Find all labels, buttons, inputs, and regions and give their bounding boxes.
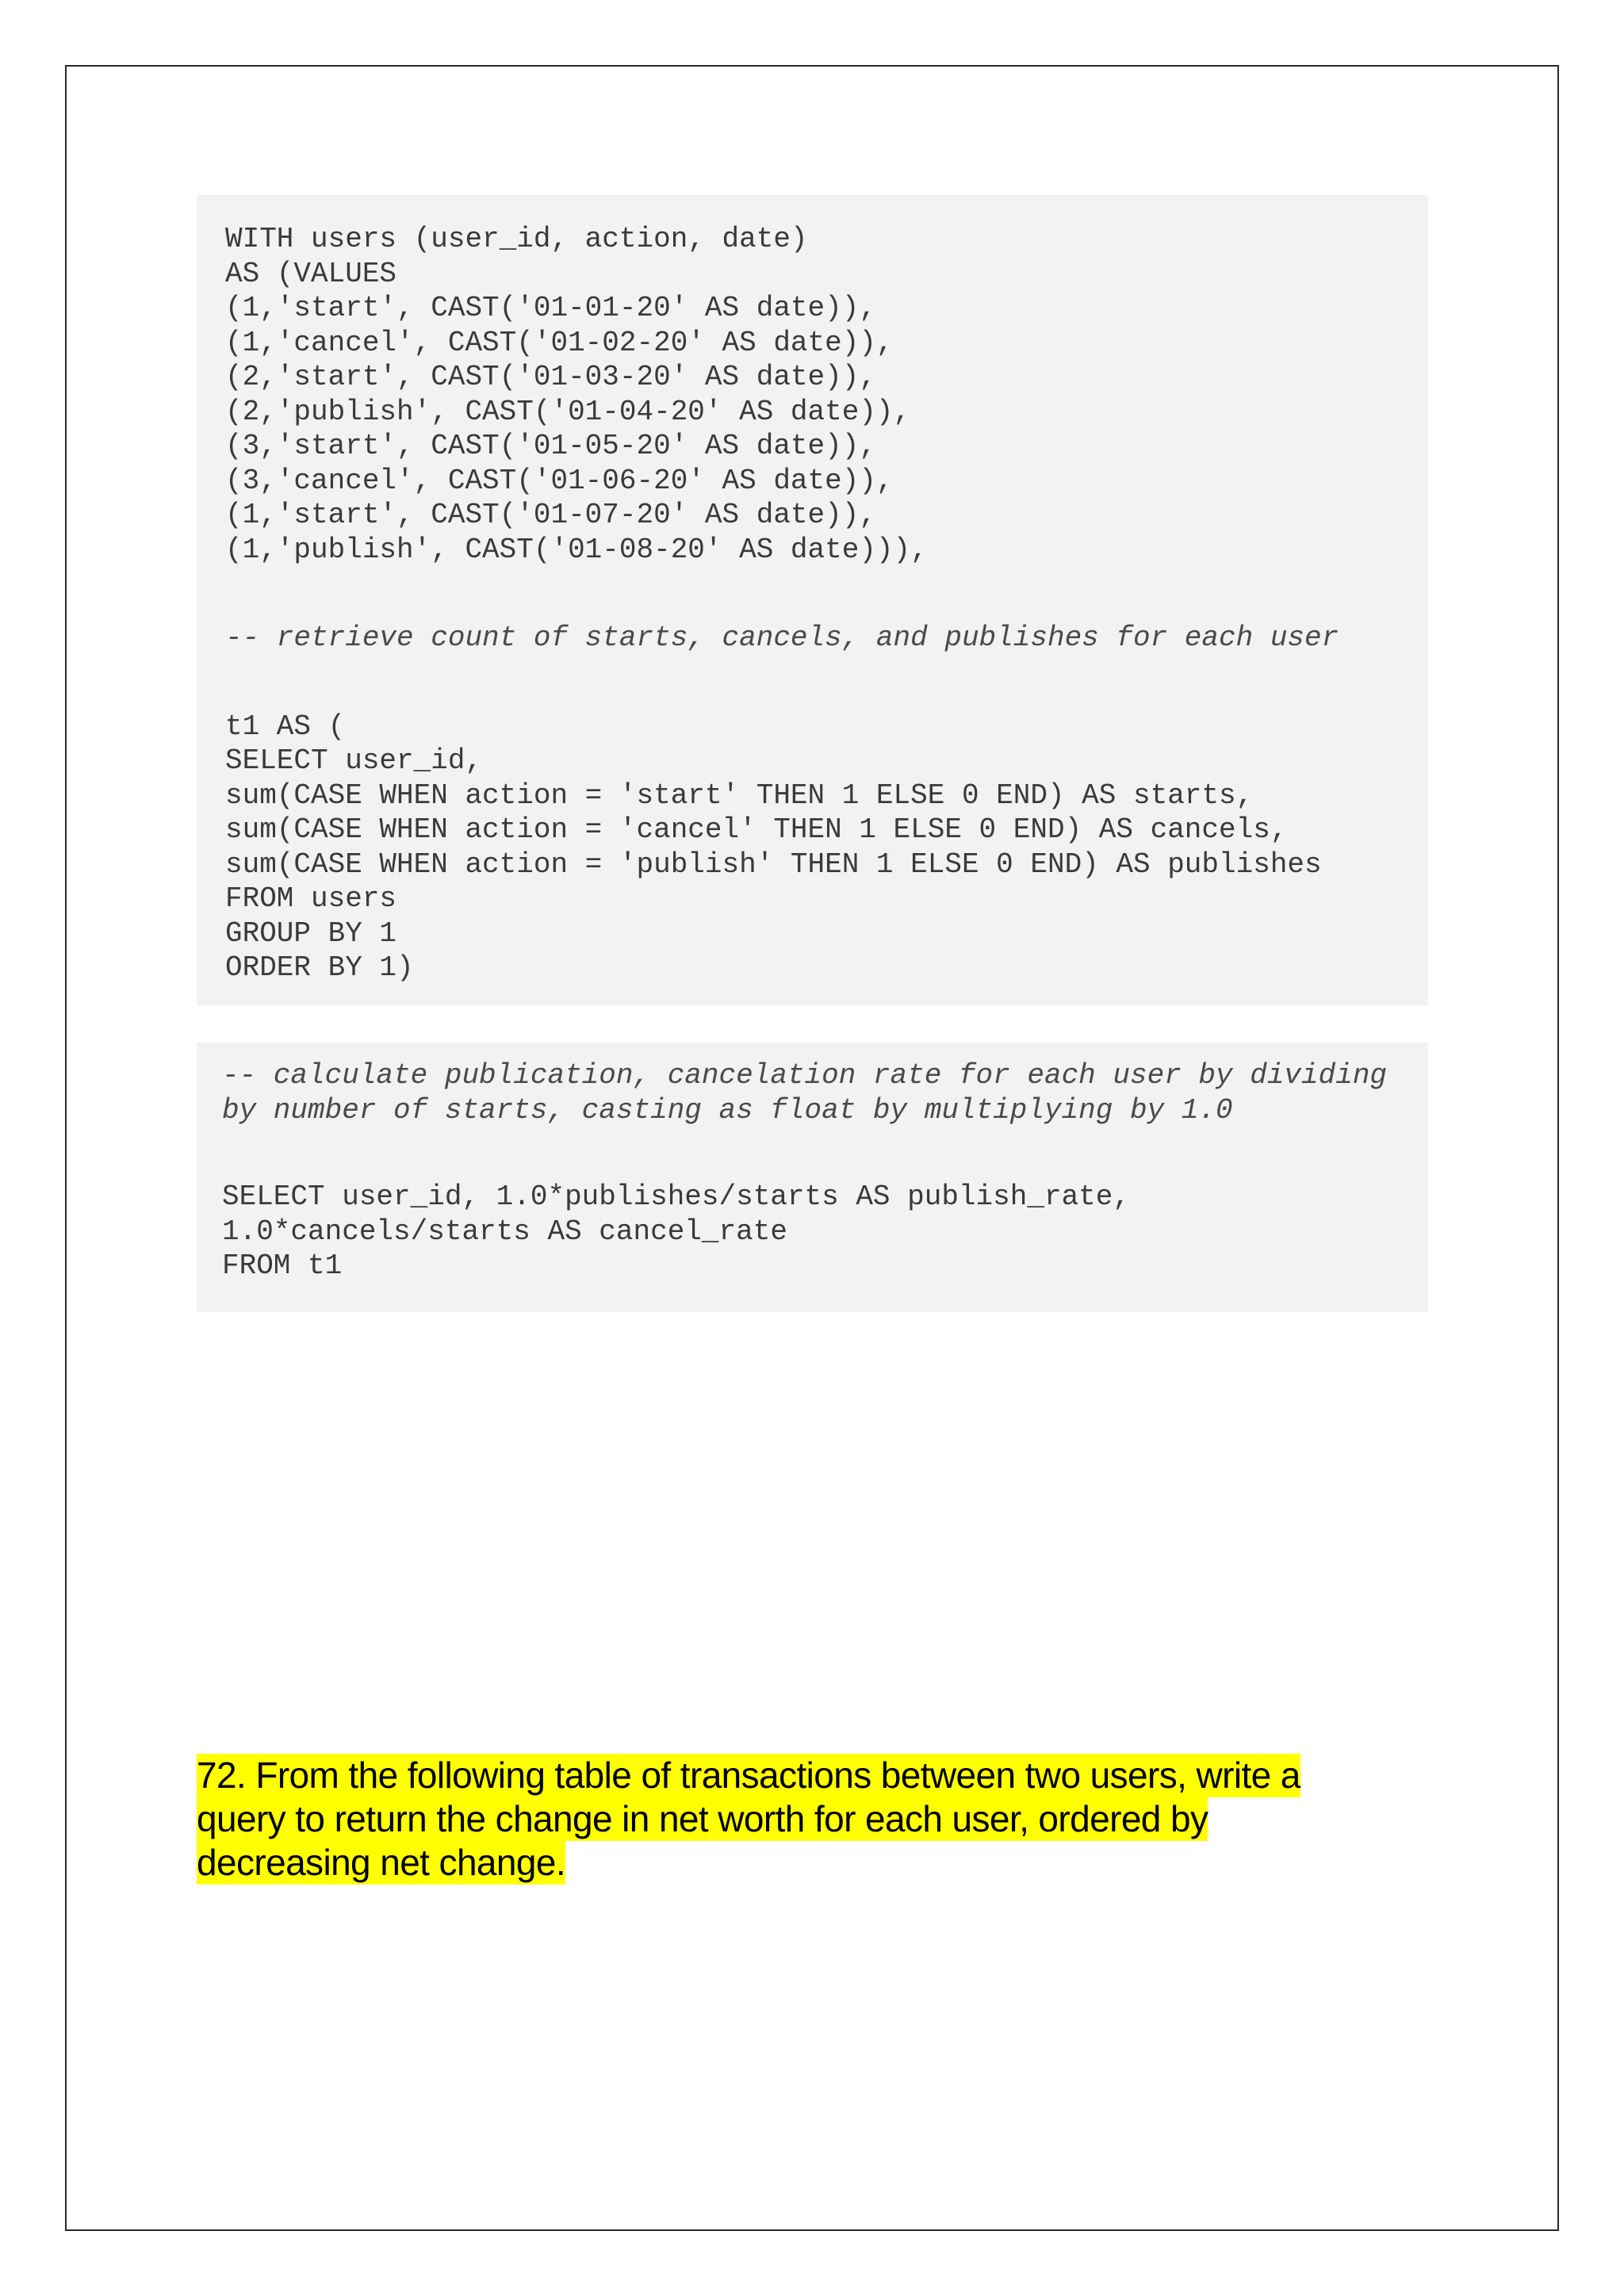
code-line: (1,'start', CAST('01-01-20' AS date)), — [225, 292, 876, 324]
code-line: WITH users (user_id, action, date) — [225, 223, 808, 255]
highlighted-question-line: 72. From the following table of transactions between two users, write a — [197, 1755, 1300, 1796]
code-line: (3,'cancel', CAST('01-06-20' AS date)), — [225, 464, 894, 497]
code-line: AS (VALUES — [225, 257, 397, 290]
code-line: GROUP BY 1 — [225, 916, 397, 950]
code-line: FROM t1 — [222, 1249, 343, 1282]
sql-code-block-final-select — [197, 1043, 1428, 1312]
code-line: (2,'publish', CAST('01-04-20' AS date)), — [225, 395, 911, 428]
code-line: SELECT user_id, — [225, 744, 483, 777]
code-line: ORDER BY 1) — [225, 951, 414, 984]
code-comment-line: -- retrieve count of starts, cancels, and publishes for each user — [225, 622, 1339, 654]
question-72-heading — [197, 1754, 1465, 1885]
code-line: t1 AS ( — [225, 710, 346, 743]
code-line: (3,'start', CAST('01-05-20' AS date)), — [225, 430, 876, 462]
code-comment-line: -- calculate publication, cancelation rate for each user by dividing — [222, 1059, 1388, 1092]
code-line: (1,'start', CAST('01-07-20' AS date)), — [225, 499, 876, 531]
code-line: (2,'start', CAST('01-03-20' AS date)), — [225, 361, 876, 393]
highlighted-question-line: decreasing net change. — [197, 1842, 566, 1883]
code-line: sum(CASE WHEN action = 'cancel' THEN 1 ELSE 0 END) AS cancels, — [225, 813, 1288, 846]
code-line: sum(CASE WHEN action = 'start' THEN 1 ELSE 0 END) AS starts, — [225, 779, 1254, 812]
code-blank-line — [225, 567, 1400, 621]
code-line: SELECT user_id, 1.0*publishes/starts AS publish_rate, — [222, 1181, 1130, 1213]
code-line: (1,'publish', CAST('01-08-20' AS date))), — [225, 533, 928, 566]
code-comment-line: by number of starts, casting as float by multiplying by 1.0 — [222, 1093, 1233, 1127]
code-line: (1,'cancel', CAST('01-02-20' AS date)), — [225, 326, 894, 359]
code-line: 1.0*cancels/starts AS cancel_rate — [222, 1215, 787, 1248]
sql-code-block-cte — [197, 195, 1428, 1005]
code-line: sum(CASE WHEN action = 'publish' THEN 1 ELSE 0 END) AS publishes — [225, 848, 1322, 881]
code-blank-line — [225, 656, 1400, 710]
highlighted-question-line: query to return the change in net worth for each user, ordered by — [197, 1798, 1208, 1839]
code-line: FROM users — [225, 882, 397, 915]
code-blank-line — [222, 1127, 1404, 1180]
